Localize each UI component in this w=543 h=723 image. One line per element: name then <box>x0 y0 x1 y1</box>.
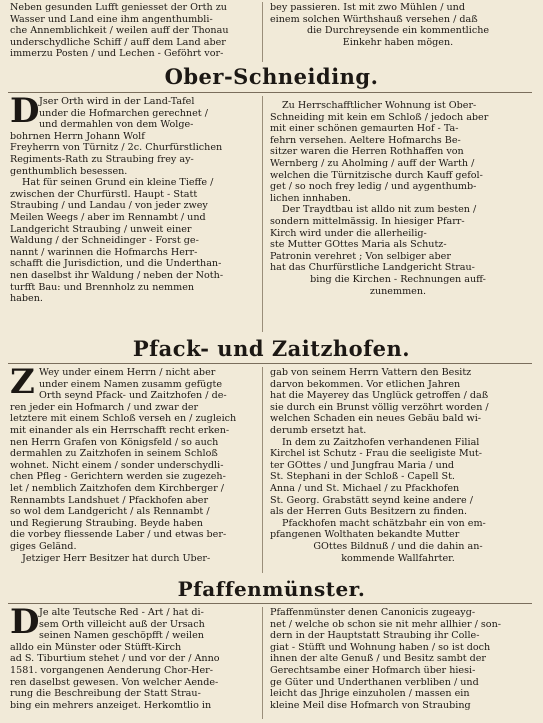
section-left-column <box>10 362 256 564</box>
text-line: Der Traydtbau ist alldo nit zum besten / <box>282 204 477 216</box>
text-line: Regiments-Rath zu Straubing frey ay- <box>10 153 194 165</box>
section-rule <box>8 92 532 93</box>
section-right-column <box>270 607 526 711</box>
text-line: Wey under einem Herrn / nicht aber <box>39 367 216 378</box>
text-line: Waldung / der Schneidinger - Forst ge- <box>10 235 199 247</box>
text-line: In dem zu Zaitzhofen verhandenen Filial <box>282 436 480 448</box>
text-line: leicht das Jhrige einzuholen / massen ein <box>270 688 470 700</box>
text-line: sondern mittelmässig. In hiesiger Pfarr- <box>270 215 465 227</box>
text-line: so wol dem Landgericht / als Rennambt / <box>10 506 210 518</box>
text-line: pfangenen Wolthaten bekandte Mutter <box>270 529 460 541</box>
section-rule <box>8 363 532 364</box>
text-line: Meilen Weegs / aber im Rennambt / und <box>10 211 206 223</box>
text-line: lichen innhaben. <box>270 192 351 204</box>
text-line: dern in der Hauptstatt Straubing ihr Colle- <box>270 630 480 642</box>
text-line: turfft Bau: und Brennholz zu nemmen <box>10 281 195 293</box>
text-line: seinen Namen geschöpfft / weilen <box>39 630 204 642</box>
text-line: ste Mutter GOttes Maria als Schutz- <box>270 239 447 251</box>
text-line: sie durch ein Brunst völlig verzöhrt worden / <box>270 401 489 413</box>
text-line: Straubing / und Landau / von jeder zwey <box>10 200 208 212</box>
text-line: Kirchel ist Schutz - Frau die seeligiste Mut- <box>270 448 482 460</box>
text-line: net / welche ob schon sie nit mehr allhier / son- <box>270 618 502 630</box>
section-right-column <box>270 367 526 564</box>
text-line: als der Herren Guts Besitzern zu finden. <box>270 506 468 518</box>
text-line: schafft die Jurisdiction, und die Underthan- <box>10 258 222 270</box>
text-line: sem Orth villeicht auß der Ursach <box>39 618 205 630</box>
text-line: GOttes Bildnuß / und die dahin an- <box>313 540 483 552</box>
text-line: under die Hofmarchen gerechnet / <box>39 107 208 119</box>
text-line: alldo ein Münster oder Stüfft-Kirch <box>10 641 182 653</box>
text-line: Rennambts Landshuet / Pfackhofen aber <box>10 494 209 506</box>
text-line: under einem Namen zusamm gefügte <box>39 378 223 390</box>
text-line: nen daselbst ihr Waldung / neben der Noth- <box>10 269 224 281</box>
text-line: che Annemblichkeit / weilen auff der Thonau <box>10 25 229 37</box>
drop-cap: D <box>10 602 40 642</box>
text-line: letztere mit einem Schloß verseh en / zugleich <box>10 413 237 425</box>
text-line: Hat für seinen Grund ein kleine Tieffe / <box>22 177 214 189</box>
text-line: Orth seynd Pfack- und Zaitzhofen / de- <box>39 390 227 402</box>
text-line: Wasser und Land eine ihm angenthumbli- <box>10 13 213 25</box>
text-line: ad S. Tiburtium stehet / und vor der / Anno <box>10 653 220 665</box>
section-left-column <box>10 91 256 305</box>
text-line: Gerechtsambe einer Hofmarch über hiesi- <box>270 664 476 676</box>
text-line: hat die Mayerey das Unglück getroffen / daß <box>270 390 489 402</box>
text-line: St. Georg. Grabstätt seynd keine andere / <box>270 494 473 506</box>
text-line: 1581. vorgangenen Aenderung Chor-Her- <box>10 664 213 676</box>
text-line: nen Herrn Grafen von Königsfeld / so auch <box>10 436 219 448</box>
text-line: Landgericht Straubing / unweit einer <box>10 223 192 235</box>
text-line: Zu Herrschafftlicher Wohnung ist Ober- <box>282 100 477 111</box>
text-line: ge Güter und Underthanen verbliben / und <box>270 676 479 688</box>
section-title: Pfaffenmünster. <box>177 577 366 601</box>
text-line: die vorbey fliessende Laber / und etwas ber- <box>10 529 227 541</box>
text-line: genthumblich besessen. <box>10 165 128 177</box>
text-line: welchen die Türnitzische durch Kauff gefol- <box>270 169 483 181</box>
column-divider <box>262 607 263 719</box>
top-left-column <box>10 2 256 60</box>
text-line: darvon bekommen. Vor etlichen Jahren <box>270 378 461 390</box>
section-title: Pfack- und Zaitzhofen. <box>132 336 411 361</box>
text-line: get / so noch frey ledig / und aygenthumb- <box>270 181 477 193</box>
text-line: hat das Churfürstliche Landgericht Strau- <box>270 262 475 274</box>
text-line: sitzer waren die Herren Rothhaffen von <box>270 146 464 158</box>
text-line: Jetziger Herr Besitzer hat durch Uber- <box>22 552 211 564</box>
text-line: bing die Kirchen - Rechnungen auff- <box>310 273 486 285</box>
text-line: gab von seinem Herrn Vattern den Besitz <box>270 367 472 378</box>
text-line: Jser Orth wird in der Land-Tafel <box>39 96 195 107</box>
text-line: Kirch wird under die allerheilig- <box>270 227 427 239</box>
text-line: zunemmen. <box>369 285 427 297</box>
text-line: Anna / und St. Michael / zu Pfackhofen <box>270 482 460 494</box>
text-line: die Durchreysende ein kommentliche <box>306 25 490 37</box>
text-line: giges Geländ. <box>10 540 77 552</box>
text-line: ter GOttes / und Jungfrau Maria / und <box>270 459 455 471</box>
top-right-column <box>270 2 526 48</box>
text-line: rung die Beschreibung der Statt Strau- <box>10 688 201 700</box>
text-line: ren jeder ein Hofmarch / und zwar der <box>10 401 199 413</box>
section-rule <box>8 603 532 604</box>
text-line: Neben gesunden Lufft geniesset der Orth zu <box>10 2 227 13</box>
text-line: fehrn versehen. Aeltere Hofmarchs Be- <box>270 134 461 146</box>
text-line: Einkehr haben mögen. <box>342 36 454 48</box>
text-line: haben. <box>10 293 43 305</box>
text-line: kleine Meil dise Hofmarch von Straubing <box>270 699 471 711</box>
text-line: Wernberg / zu Aholming / auff der Warth / <box>270 157 475 169</box>
text-line: Pfackhofen macht schätzbahr ein von em- <box>282 517 486 529</box>
column-divider <box>262 367 263 573</box>
text-line: let / nemblich Zaitzhofen dem Kirchberger / <box>10 482 224 494</box>
text-line: Je alte Teutsche Red - Art / hat di- <box>39 607 204 618</box>
text-line: immerzu Posten / und Lechen - Geföhrt vor- <box>10 48 224 60</box>
text-line: bey passieren. Ist mit zwo Mühlen / und <box>270 2 465 13</box>
column-divider <box>262 2 263 62</box>
text-line: bohrnen Herrn Johann Wolf <box>10 130 145 142</box>
section-left-column <box>10 602 256 711</box>
text-line: giat - Stüfft und Wohnung haben / so ist doch <box>270 641 491 653</box>
text-line: Patronin verehret ; Von selbiger aber <box>270 250 451 262</box>
text-line: chen Pfleg - Gerichtern werden sie zugezeh- <box>10 471 226 483</box>
text-line: underschydliche Schiff / auff dem Land aber <box>10 36 226 48</box>
text-line: nannt / warinnen die Hofmarchs Herr- <box>10 246 198 258</box>
text-line: welchen Schaden ein neues Gebäu bald wi- <box>270 413 482 425</box>
text-line: zwischen der Churfürstl. Haupt - Statt <box>10 188 198 200</box>
section-right-column <box>270 100 526 297</box>
text-line: Freyherrn von Türnitz / 2c. Churfürstlichen <box>10 142 223 154</box>
text-line: kommende Wallfahrter. <box>341 552 455 564</box>
text-line: derumb ersetzt hat. <box>270 424 367 436</box>
text-line: wohnet. Nicht einem / sonder underschydli- <box>10 459 224 471</box>
text-line: mit einander als ein Herrschafft recht erken- <box>10 424 230 436</box>
text-line: mit einer schönen gemaurten Hof - Ta- <box>270 123 459 135</box>
text-line: und Regierung Straubing. Beyde haben <box>10 517 203 529</box>
text-line: bing ein mehrers anzeiget. Herkomtlio in <box>10 699 212 711</box>
text-line: Schneiding mit kein em Schloß / jedoch aber <box>270 111 489 123</box>
drop-cap: Z <box>10 362 35 402</box>
text-line: ren daselbst gewesen. Von welcher Aende- <box>10 676 219 688</box>
text-line: und dermahlen von dem Wolge- <box>39 119 194 131</box>
text-line: St. Stephani in der Schloß - Capell St. <box>270 471 455 483</box>
column-divider <box>262 96 263 332</box>
section-title: Ober-Schneiding. <box>164 64 379 89</box>
text-line: einem solchen Würthshauß versehen / daß <box>270 13 478 25</box>
text-line: Pfaffenmünster denen Canonicis zugeayg- <box>270 607 476 618</box>
text-line: ihnen der alte Genuß / und Besitz sambt der <box>270 653 487 665</box>
drop-cap: D <box>10 91 40 131</box>
text-line: dermahlen zu Zaitzhofen in seinem Schloß <box>10 448 218 460</box>
